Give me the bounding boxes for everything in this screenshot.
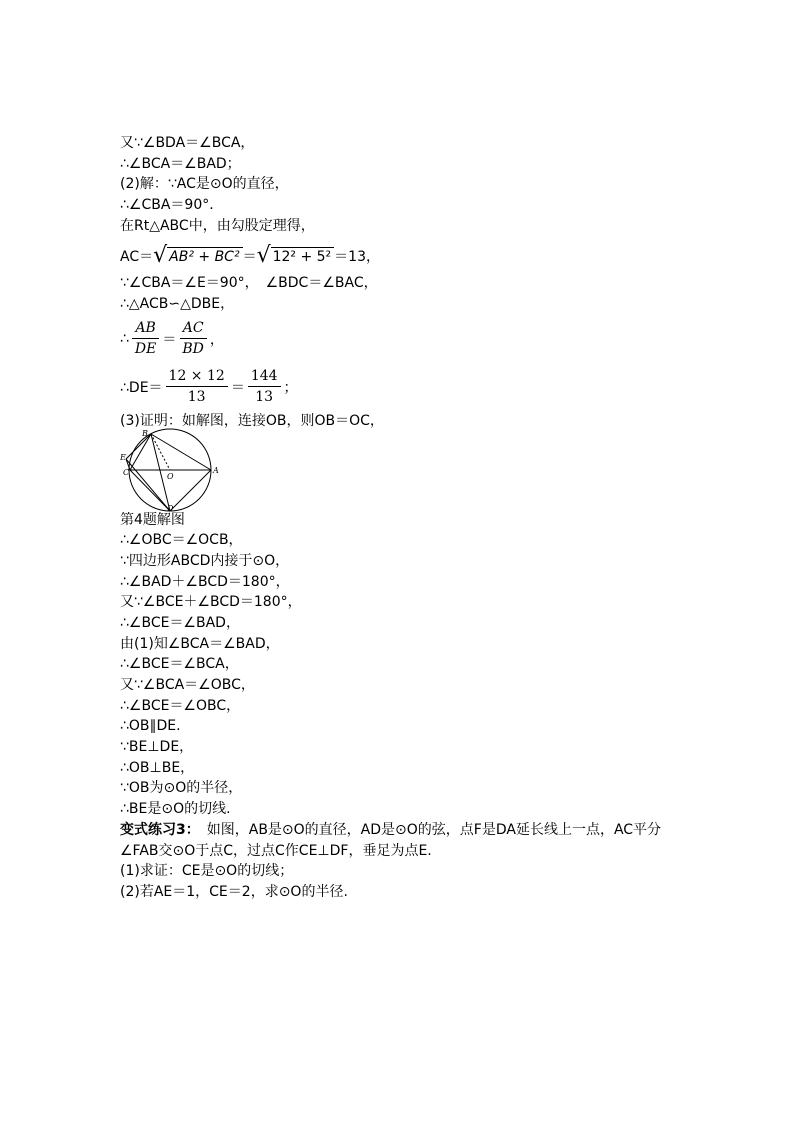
numerator: 144 (248, 368, 281, 387)
line-16: ∴∠BCE＝∠BAD， (120, 614, 240, 631)
label-o: O (167, 471, 174, 481)
line-21: ∴OB∥DE. (120, 718, 181, 735)
exercise-question-2: (2)若AE＝1，CE＝2，求⊙O的半径. (120, 883, 348, 900)
line-7: ∵∠CBA＝∠E＝90°， ∠BDC＝∠BAC， (120, 275, 378, 292)
fraction-ac-bd (179, 320, 207, 357)
circle-diagram (120, 428, 220, 513)
line-5: 在Rt△ABC中，由勾股定理得， (120, 217, 315, 234)
line-25: ∴BE是⊙O的切线. (120, 801, 231, 818)
sqrt-expression-1 (153, 245, 242, 267)
eq-ac-prefix: AC＝ (120, 249, 154, 266)
line-22: ∵BE⊥DE， (120, 739, 194, 756)
line-8: ∴△ACB∽△DBE， (120, 296, 235, 313)
line-20: ∴∠BCE＝∠OBC， (120, 697, 241, 714)
line-2: ∴∠BCA＝∠BAD； (120, 155, 241, 172)
radicand-2: 12² + 5² (271, 247, 335, 265)
denominator: 13 (255, 389, 274, 406)
fraction-ab-de (132, 320, 159, 357)
radical-sign: √ (153, 243, 168, 269)
eq-result: ＝13， (334, 249, 380, 266)
geometry-figure (120, 428, 680, 513)
label-b: B (142, 428, 148, 438)
ratio-equation (120, 315, 680, 363)
sqrt-expression-2 (257, 245, 335, 267)
line-24: ∵OB为⊙O的半径， (120, 780, 243, 797)
denominator: 13 (187, 389, 206, 406)
pythagoras-equation (120, 239, 680, 273)
line-19: 又∵∠BCA＝∠OBC， (120, 677, 255, 693)
line-18: ∴∠BCE＝∠BCA， (120, 656, 239, 673)
eq-sign: ＝ (230, 379, 245, 396)
label-a: A (213, 465, 219, 475)
denominator: DE (134, 341, 157, 358)
label-e: E (120, 452, 126, 462)
exercise-question-1: (1)求证：CE是⊙O的切线； (120, 863, 294, 880)
eq-sign: ＝ (162, 331, 177, 348)
therefore-symbol: ∴ (120, 330, 129, 347)
de-equation (120, 363, 680, 411)
numerator: 12 × 12 (166, 368, 228, 387)
de-prefix: ∴DE＝ (120, 379, 163, 396)
fraction-result (248, 368, 281, 405)
semicolon: ； (283, 379, 298, 396)
exercise-paragraph (120, 820, 680, 861)
radical-sign: √ (256, 243, 271, 269)
line-17: 由(1)知∠BCA＝∠BAD， (120, 635, 280, 652)
numerator: AB (132, 320, 158, 339)
segment-ad (170, 470, 211, 511)
denominator: BD (182, 341, 204, 358)
exercise-body: 如图，AB是⊙O的直径，AD是⊙O的弦，点F是DA延长线上一点，AC平分∠FAB交⊙O于点C，过点C作CE⊥DF，垂足为点E. (120, 821, 662, 859)
radicand-1: AB² + BC² (167, 247, 242, 265)
line-12: ∴∠OBC＝∠OCB， (120, 532, 243, 549)
line-11: (3)证明：如解图，连接OB，则OB＝OC， (120, 412, 384, 429)
exercise-title: 变式练习3： (120, 821, 193, 838)
label-c: C (123, 467, 130, 477)
solution-document (120, 133, 680, 903)
line-15: 又∵∠BCE＋∠BCD＝180°， (120, 594, 302, 611)
line-4: ∴∠CBA＝90°. (120, 197, 214, 214)
figure-caption: 第4题解图 (120, 511, 185, 528)
comma: ， (209, 331, 224, 348)
eq-sign: ＝ (242, 249, 257, 266)
line-14: ∴∠BAD＋∠BCD＝180°， (120, 573, 290, 590)
fraction-product (166, 368, 228, 405)
line-1: 又∵∠BDA＝∠BCA， (120, 135, 255, 151)
segment-cd (130, 470, 170, 511)
line-23: ∴OB⊥BE， (120, 759, 195, 776)
label-d: D (167, 503, 174, 513)
numerator: AC (180, 320, 207, 339)
line-3: (2)解：∵AC是⊙O的直径， (120, 176, 289, 193)
line-13: ∵四边形ABCD内接于⊙O， (120, 552, 290, 569)
